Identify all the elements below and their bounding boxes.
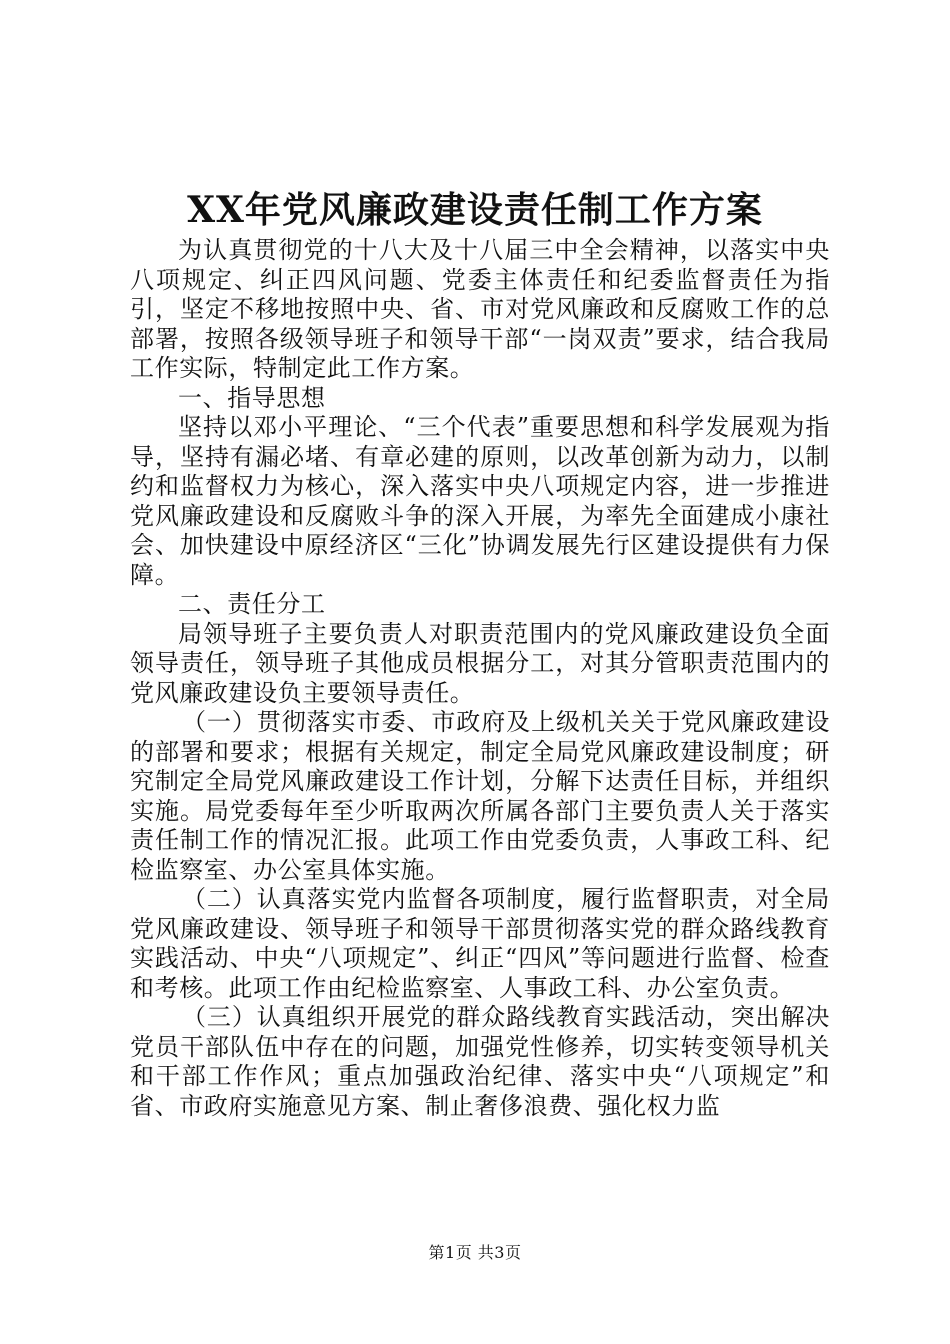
item-three-paragraph: （三）认真组织开展党的群众路线教育实践活动，突出解决党员干部队伍中存在的问题，加强党性修养，切实转变领导机关和干部工作作风；重点加强政治纪律、落实中央“八项规定”和省、市政府实施意见方案、制止奢侈浪费、强化权力监 [130,1003,830,1120]
responsibility-paragraph: 局领导班子主要负责人对职责范围内的党风廉政建设负全面领导责任，领导班子其他成员根据分工，对其分管职责范围内的党风廉政建设负主要领导责任。 [130,619,830,707]
section-heading-guiding-thought: 一、指导思想 [178,383,326,412]
document-body [130,236,830,1121]
guiding-thought-paragraph: 坚持以邓小平理论、“三个代表”重要思想和科学发展观为指导，坚持有漏必堵、有章必建的原则，以改革创新为动力，以制约和监督权力为核心，深入落实中央八项规定内容，进一步推进党风廉政建设和反腐败斗争的深入开展，为率先全面建成小康社会、加快建设中原经济区“三化”协调发展先行区建设提供有力保障。 [130,413,830,589]
item-one-paragraph: （一）贯彻落实市委、市政府及上级机关关于党风廉政建设的部署和要求；根据有关规定，制定全局党风廉政建设制度；研究制定全局党风廉政建设工作计划，分解下达责任目标，并组织实施。局党委每年至少听取两次所属各部门主要负责人关于落实责任制工作的情况汇报。此项工作由党委负责，人事政工科、纪检监察室、办公室具体实施。 [130,708,830,884]
item-two-paragraph: （二）认真落实党内监督各项制度，履行监督职责，对全局党风廉政建设、领导班子和领导干部贯彻落实党的群众路线教育实践活动、中央“八项规定”、纠正“四风”等问题进行监督、检查和考核。此项工作由纪检监察室、人事政工科、办公室负责。 [130,885,830,1002]
section-heading-responsibility: 二、责任分工 [178,590,326,618]
intro-paragraph: 为认真贯彻党的十八大及十八届三中全会精神，以落实中央八项规定、纠正四风问题、党委主体责任和纪委监督责任为指引，坚定不移地按照中央、省、市对党风廉政和反腐败工作的总部署，按照各级领导班子和领导干部“一岗双责”要求，结合我局工作实际，特制定此工作方案。 [130,236,830,382]
document-title: XX年党风廉政建设责任制工作方案 [187,189,763,231]
page-footer: 第1页 共3页 [428,1243,522,1262]
